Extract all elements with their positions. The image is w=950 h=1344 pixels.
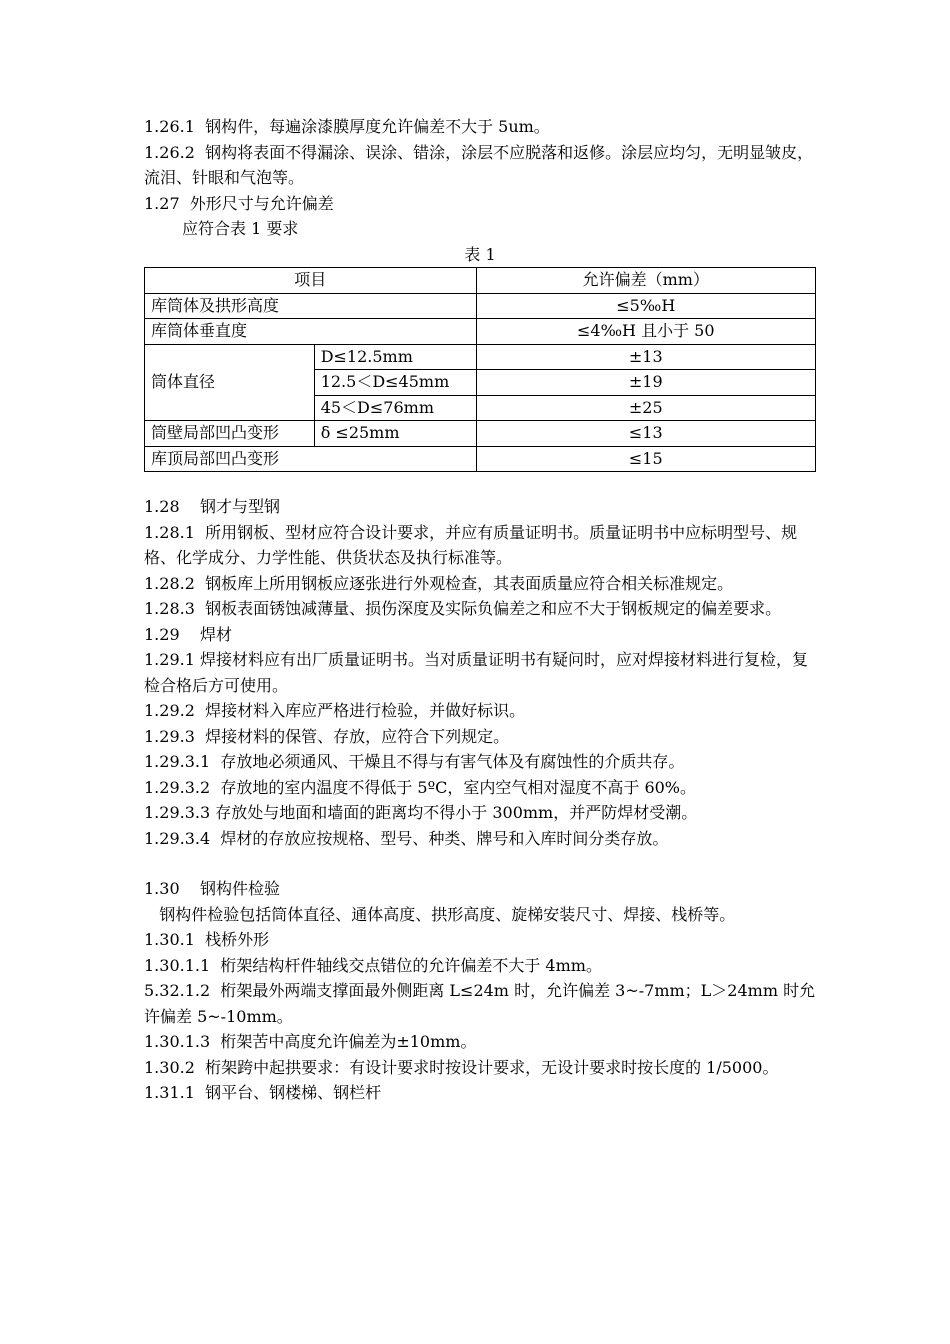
row-item: 库顶局部凹凸变形	[145, 446, 477, 472]
paragraph: 1.30.1.3 桁架苦中高度允许偏差为±10mm。	[144, 1032, 477, 1051]
header-tolerance: 允许偏差（mm）	[476, 268, 815, 294]
row-tolerance: ±19	[476, 370, 815, 396]
paragraph: 1.29.3.1 存放地必须通风、干燥且不得与有害气体及有腐蚀性的介质共存。	[144, 752, 685, 771]
table-intro: 应符合表 1 要求	[182, 219, 299, 238]
section-heading: 1.29 焊材	[144, 624, 232, 644]
paragraph: 1.28.2 钢板库上所用钢板应逐张进行外观检查，其表面质量应符合相关标准规定。	[144, 573, 734, 593]
row-subitem: D≤12.5mm	[314, 344, 476, 370]
paragraph: 1.29.3.2 存放地的室内温度不得低于 5ºC，室内空气相对湿度不高于 60%。	[144, 777, 697, 797]
paragraph: 1.30.1.1 桁架结构杆件轴线交点错位的允许偏差不大于 4mm。	[144, 955, 602, 975]
row-tolerance: ≤4‰H 且小于 50	[476, 319, 815, 345]
paragraph: 1.30.1 栈桥外形	[144, 930, 270, 949]
paragraph: 1.29.3.3 存放处与地面和墙面的距离均不得小于 300mm，并严防焊材受潮。	[144, 803, 698, 822]
paragraph: 1.26.2 钢构将表面不得漏涂、误涂、错涂，涂层不应脱落和返修。涂层应均匀，无明显皱皮，流泪、针眼和气泡等。	[144, 142, 814, 187]
paragraph: 1.29.2 焊接材料入库应严格进行检验，并做好标识。	[144, 701, 526, 720]
paragraph: 1.30.2 桁架跨中起拱要求：有设计要求时按设计要求，无设计要求时按长度的 1/5000。	[144, 1057, 779, 1077]
table-header-row	[145, 268, 816, 294]
row-item: 库筒体垂直度	[145, 319, 477, 345]
document-page	[144, 114, 816, 1106]
row-group: 筒体直径	[145, 344, 315, 421]
paragraph: 1.26.1 钢构件，每遍涂漆膜厚度允许偏差不大于 5um。	[144, 117, 550, 136]
row-tolerance: ≤15	[476, 446, 815, 472]
blank-line	[144, 851, 816, 876]
table-row	[145, 344, 816, 370]
row-subitem: δ ≤25mm	[314, 421, 476, 447]
row-tolerance: ±13	[476, 344, 815, 370]
row-tolerance: ≤5‰H	[476, 293, 815, 319]
section-heading: 1.30 钢构件检验	[144, 879, 280, 898]
table-caption: 表 1	[464, 244, 496, 264]
row-subitem: 45＜D≤76mm	[314, 395, 476, 421]
row-subitem: 12.5＜D≤45mm	[314, 370, 476, 396]
table-row	[145, 446, 816, 472]
table-row	[145, 293, 816, 319]
table-row	[145, 319, 816, 345]
row-item: 库筒体及拱形高度	[145, 293, 477, 319]
section-heading: 1.27 外形尺寸与允许偏差	[144, 193, 334, 213]
paragraph: 1.29.3.4 焊材的存放应按规格、型号、种类、牌号和入库时间分类存放。	[144, 828, 669, 848]
paragraph: 1.28.3 钢板表面锈蚀减薄量、损伤深度及实际负偏差之和应不大于钢板规定的偏差要求。	[144, 599, 782, 618]
paragraph: 钢构件检验包括筒体直径、通体高度、拱形高度、旋梯安装尺寸、焊接、栈桥等。	[144, 904, 736, 924]
row-tolerance: ±25	[476, 395, 815, 421]
section-heading: 1.28 钢才与型钢	[144, 497, 280, 516]
paragraph: 1.29.3 焊接材料的保管、存放，应符合下列规定。	[144, 726, 510, 746]
header-item: 项目	[145, 268, 477, 294]
paragraph: 5.32.1.2 桁架最外两端支撑面最外侧距离 L≤24m 时，允许偏差 3~-7mm；L＞24mm 时允许偏差 5~-10mm。	[144, 981, 816, 1026]
tolerance-table	[144, 267, 816, 472]
section-heading: 1.31.1 钢平台、钢楼梯、钢栏杆	[144, 1083, 382, 1102]
paragraph: 1.29.1 焊接材料应有出厂质量证明书。当对质量证明书有疑问时，应对焊接材料进行复检，复检合格后方可使用。	[144, 650, 808, 695]
row-item: 筒壁局部凹凸变形	[145, 421, 315, 447]
row-tolerance: ≤13	[476, 421, 815, 447]
table-row	[145, 421, 816, 447]
paragraph: 1.28.1 所用钢板、型材应符合设计要求，并应有质量证明书。质量证明书中应标明型号、规格、化学成分、力学性能、供货状态及执行标准等。	[144, 522, 798, 567]
